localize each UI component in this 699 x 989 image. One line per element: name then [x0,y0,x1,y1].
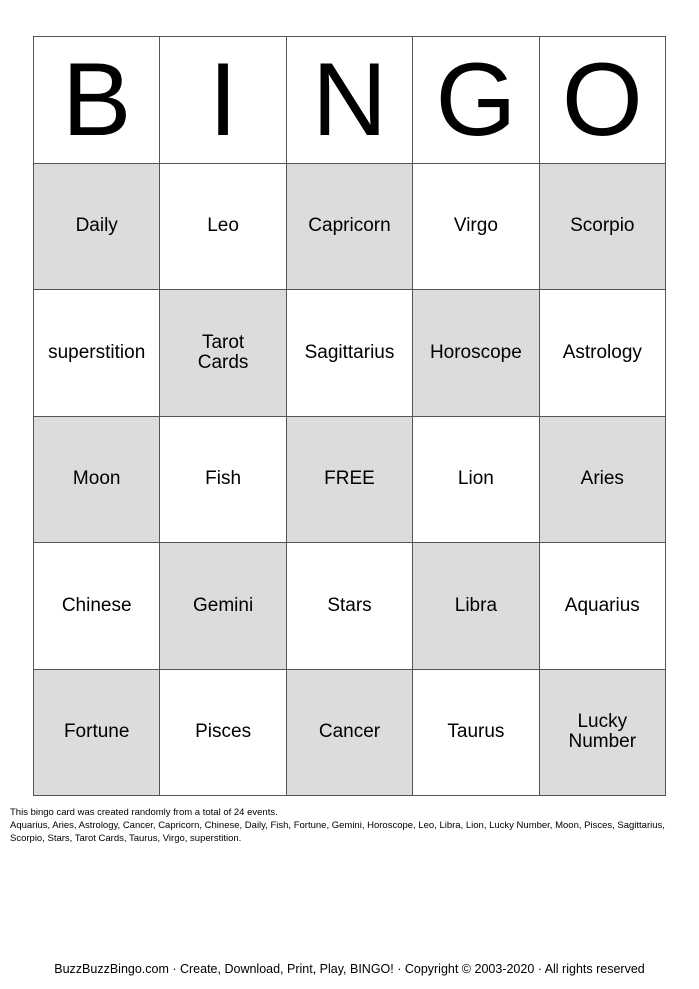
cell-text: Horoscope [429,341,522,363]
cell-text: Sagittarius [304,341,395,363]
bingo-cell [160,543,286,670]
header-letter: O [561,41,643,158]
bingo-cell [540,290,666,417]
header-letter: I [208,41,238,158]
card-info [10,806,690,845]
cell-text: Aries [580,468,624,490]
header-letter-n [287,37,413,164]
header-letter: B [62,41,132,158]
bingo-cell [34,164,160,291]
cell-text: Virgo [453,215,498,237]
bingo-cell [413,290,539,417]
bingo-card [33,36,666,796]
bingo-cell [413,417,539,544]
info-summary: This bingo card was created randomly from a total of 24 events. [10,807,278,818]
header-letter-b [34,37,160,164]
bingo-cell [160,164,286,291]
cell-text: Lucky Number [568,711,637,753]
header-letter: G [435,41,517,158]
cell-text: Fortune [63,721,130,743]
cell-text: Astrology [562,341,642,363]
cell-text: Stars [327,594,372,616]
cell-text: Capricorn [308,215,391,237]
cell-text: Scorpio [570,215,635,237]
bingo-cell [160,417,286,544]
info-event-list: Aquarius, Aries, Astrology, Cancer, Capricorn, Chinese, Daily, Fish, Fortune, Gemini, Horoscope, Leo, Libra, Lion, Lucky Number, Moon, Pisces, Sagittarius, Scorpio, Stars, Tarot Cards, Taurus, Virgo, superstition. [10,820,665,844]
bingo-cell [287,290,413,417]
bingo-cell [34,543,160,670]
cell-text: Aquarius [564,594,640,616]
bingo-cell [160,290,286,417]
bingo-cell [540,417,666,544]
bingo-cell [413,670,539,797]
header-letter: N [311,41,388,158]
bingo-cell [540,164,666,291]
bingo-cell [413,164,539,291]
header-letter-o [540,37,666,164]
bingo-cell [287,543,413,670]
cell-text: Fish [205,468,242,490]
bingo-cell [34,670,160,797]
cell-text: Gemini [193,594,254,616]
cell-text: Pisces [195,721,252,743]
cell-text: Leo [207,215,239,237]
free-space-cell [287,417,413,544]
cell-text: Cancer [318,721,381,743]
cell-text: superstition [48,341,146,363]
footer-copyright: BuzzBuzzBingo.com · Create, Download, Print, Play, BINGO! · Copyright © 2003-2020 · All rights reserved [54,962,645,976]
cell-text: Lion [457,468,494,490]
cell-text: Chinese [61,594,132,616]
header-letter-g [413,37,539,164]
cell-text: Tarot Cards [197,331,249,373]
bingo-cell [540,670,666,797]
bingo-cell [287,670,413,797]
bingo-cell [160,670,286,797]
cell-text: Taurus [447,721,505,743]
bingo-cell [413,543,539,670]
cell-text: Daily [75,215,118,237]
bingo-cell [287,164,413,291]
bingo-cell [34,290,160,417]
bingo-cell [34,417,160,544]
cell-text: Libra [454,594,498,616]
cell-text: FREE [324,468,375,490]
cell-text: Moon [72,468,121,490]
header-letter-i [160,37,286,164]
bingo-cell [540,543,666,670]
